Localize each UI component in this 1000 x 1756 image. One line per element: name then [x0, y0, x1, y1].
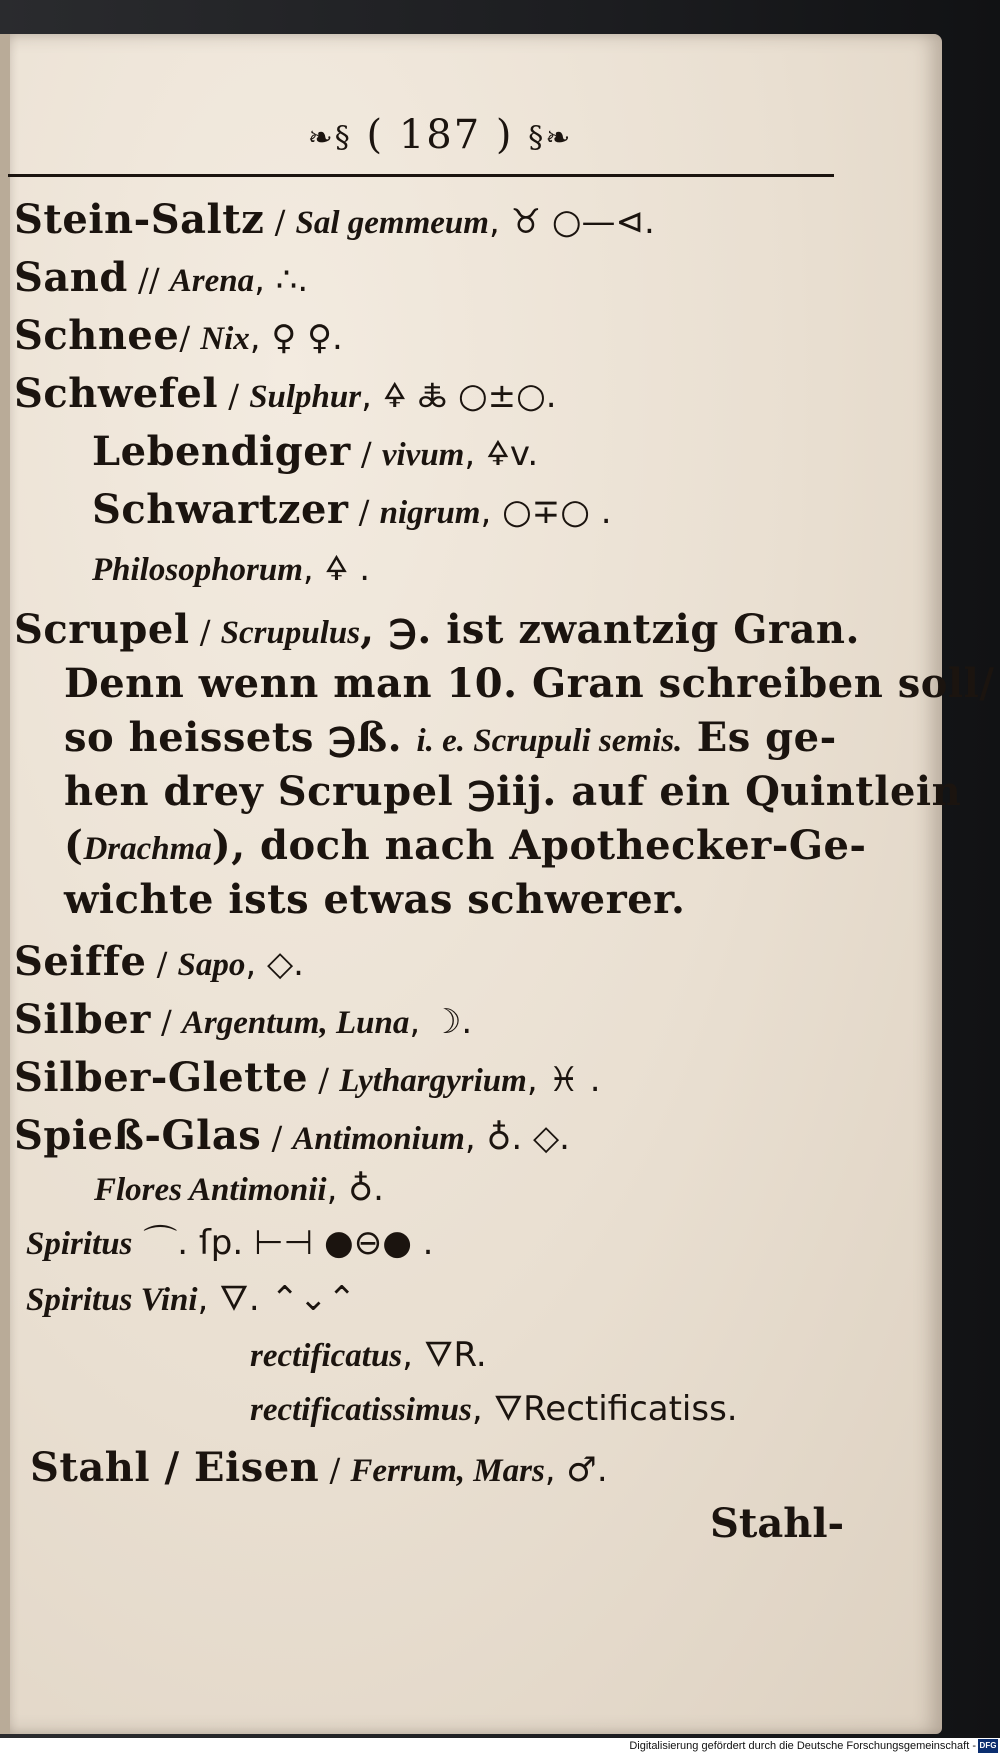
latin-term: Philosophorum: [92, 552, 303, 588]
german-term: Seiffe: [14, 938, 147, 985]
separator: /: [179, 319, 201, 357]
alchemical-symbols: , ◇.: [245, 944, 304, 984]
page-edge: [0, 34, 10, 1734]
separator: /: [146, 945, 178, 983]
page-number: ( 187 ): [366, 112, 514, 158]
definition-text: , ℈. ist zwantzig Gran.: [360, 606, 860, 653]
body-text: so heissets ℈ß.: [64, 714, 417, 761]
german-term: Lebendiger: [92, 428, 351, 475]
german-term: Silber-Glette: [14, 1054, 309, 1101]
latin-term: rectificatus: [250, 1338, 403, 1374]
separator: /: [350, 435, 382, 473]
latin-term: i. e. Scrupuli semis.: [416, 723, 683, 759]
dfg-logo: DFG: [978, 1739, 998, 1753]
entry-rectificatus: [250, 1335, 487, 1375]
latin-term: Ferrum, Mars: [350, 1453, 545, 1489]
entry-seiffe: [14, 938, 304, 985]
header-rule: [8, 174, 834, 177]
entry-silber: [14, 996, 473, 1043]
latin-term: Sulphur: [249, 379, 362, 415]
alchemical-symbols: , ♁.: [326, 1169, 384, 1209]
separator: /: [308, 1061, 340, 1099]
alchemical-symbols: , 🜄. ⌃⌄⌃: [197, 1279, 356, 1319]
latin-term: Sal gemmeum: [295, 205, 489, 241]
entry-scrupel: [14, 606, 860, 653]
ornament-left: ❧§: [307, 120, 352, 156]
alchemical-symbols: , ♉ ○—⊲.: [488, 202, 655, 242]
body-text: ), doch nach Apothecker-Ge-: [211, 822, 867, 869]
separator: /: [264, 203, 296, 241]
entry-lebendiger: [92, 428, 539, 475]
entry-flores-antimonii: [94, 1169, 384, 1209]
body-text: Es ge-: [682, 714, 837, 761]
alchemical-symbols: , 🜍 🜏 ○±○.: [361, 376, 557, 416]
entry-sand: [14, 254, 309, 301]
scrupel-line-4: [64, 768, 962, 815]
scrupel-line-5: [64, 822, 867, 869]
entry-stein-saltz: [14, 196, 655, 243]
entry-stahl: [30, 1444, 608, 1491]
german-term: Spieß-Glas: [14, 1112, 262, 1159]
latin-term: vivum: [381, 437, 465, 473]
latin-term: Nix: [200, 321, 250, 357]
funding-credit: Digitalisierung gefördert durch die Deutsche Forschungsgemeinschaft -: [629, 1740, 976, 1752]
alchemical-symbols: , ♀ ♀.: [249, 318, 343, 358]
alchemical-symbols: ⌒. ſp. ⊢⊣ ●⊖● .: [132, 1223, 434, 1263]
latin-term: Antimonium: [292, 1121, 465, 1157]
german-term: Schwartzer: [92, 486, 349, 533]
separator: /: [189, 613, 221, 651]
scrupel-line-6: [64, 876, 686, 923]
latin-term: nigrum: [379, 495, 481, 531]
entry-schwartzer: [92, 486, 612, 533]
separator: /: [348, 493, 380, 531]
body-text: hen drey Scrupel ℈iij. auf ein Quintlein: [64, 768, 962, 815]
latin-term: Argentum, Luna: [181, 1005, 410, 1041]
entry-philosophorum: [92, 549, 371, 589]
separator: /: [319, 1451, 351, 1489]
german-term: Schwefel: [14, 370, 219, 417]
latin-term: Sapo: [177, 947, 246, 983]
separator: //: [127, 261, 170, 299]
german-term: Sand: [14, 254, 128, 301]
german-term: Stahl / Eisen: [30, 1444, 320, 1491]
alchemical-symbols: , 🜍 .: [302, 549, 371, 589]
body-text: (: [64, 822, 84, 869]
latin-term: rectificatissimus: [250, 1392, 472, 1428]
alchemical-symbols: , ♂.: [544, 1450, 608, 1490]
entry-silber-glette: [14, 1054, 601, 1101]
alchemical-symbols: , ○∓○ .: [480, 492, 612, 532]
alchemical-symbols: , ∴.: [254, 260, 309, 300]
latin-term: Flores Antimonii: [94, 1172, 327, 1208]
body-text: Denn wenn man 10. Gran schreiben soll/: [64, 660, 995, 707]
latin-term: Arena: [169, 263, 255, 299]
ornament-right: §❧: [528, 120, 573, 156]
alchemical-symbols: , 🜄R.: [402, 1335, 487, 1375]
german-term: Stein-Saltz: [14, 196, 265, 243]
entry-spiritus-vini: [26, 1279, 356, 1319]
alchemical-symbols: , ☽.: [409, 1002, 473, 1042]
separator: /: [150, 1003, 182, 1041]
latin-term: Lythargyrium: [339, 1063, 527, 1099]
separator: /: [218, 377, 250, 415]
alchemical-symbols: , 🜄Rectificatiss.: [471, 1389, 738, 1429]
alchemical-symbols: , ♁. ◇.: [464, 1118, 570, 1158]
alchemical-symbols: , ♓ .: [526, 1060, 601, 1100]
latin-term: Spiritus Vini: [26, 1282, 198, 1318]
catchword: Stahl-: [710, 1500, 845, 1547]
entry-spiess-glas: [14, 1112, 570, 1159]
alchemical-symbols: , 🜍v.: [464, 434, 539, 474]
latin-term: Scrupulus: [220, 615, 361, 651]
german-term: Scrupel: [14, 606, 190, 653]
separator: /: [261, 1119, 293, 1157]
body-text: wichte ists etwas schwerer.: [64, 876, 686, 923]
entry-spiritus: [26, 1223, 434, 1263]
entry-schnee: [14, 312, 343, 359]
scrupel-line-2: [64, 660, 995, 707]
page-header: [270, 112, 610, 162]
latin-term: Drachma: [83, 831, 212, 867]
german-term: Schnee: [14, 312, 180, 359]
german-term: Silber: [14, 996, 151, 1043]
latin-term: Spiritus: [26, 1226, 133, 1262]
entry-schwefel: [14, 370, 557, 417]
entry-rectificatissimus: [250, 1389, 738, 1429]
scrupel-line-3: [64, 714, 837, 761]
